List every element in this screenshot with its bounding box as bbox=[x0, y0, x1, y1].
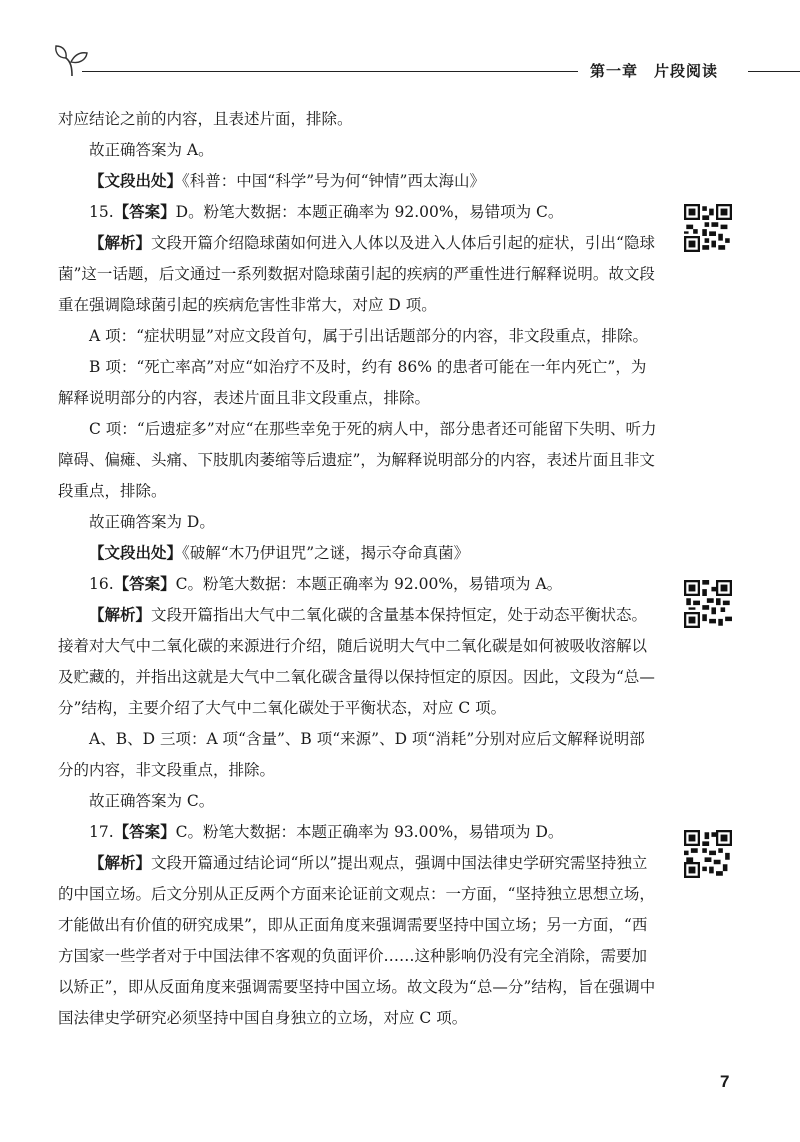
paragraph bbox=[58, 507, 658, 538]
paragraph-text: A 项：“症状明显”对应文段首句，属于引出话题部分的内容，非文段重点，排除。 bbox=[89, 327, 648, 345]
paragraph-text: 对应结论之前的内容，且表述片面，排除。 bbox=[58, 110, 353, 128]
paragraph-text: B 项：“死亡率高”对应“如治疗不及时，约有 86% 的患者可能在一年内死亡”，为解释说明部分的内容，表述片面且非文段重点，排除。 bbox=[58, 358, 647, 407]
section-tag: 【解析】 bbox=[89, 606, 152, 624]
paragraph bbox=[58, 352, 658, 414]
section-tag: 【解析】 bbox=[89, 234, 152, 252]
question-number: 17. bbox=[89, 823, 114, 841]
paragraph bbox=[58, 321, 658, 352]
paragraph-text: 故正确答案为 D。 bbox=[89, 513, 215, 531]
section-tag: 【文段出处】 bbox=[89, 172, 183, 190]
section-tag: 【答案】 bbox=[113, 823, 176, 841]
section-tag: 【答案】 bbox=[113, 203, 176, 221]
paragraph-text: C。粉笔大数据：本题正确率为 92.00%，易错项为 A。 bbox=[175, 575, 563, 593]
paragraph-text: 故正确答案为 A。 bbox=[89, 141, 214, 159]
paragraph-text: 《科普：中国“科学”号为何“钟情”西太海山》 bbox=[182, 172, 485, 190]
paragraph bbox=[58, 104, 658, 135]
paragraph bbox=[58, 166, 658, 197]
paragraph-text: C。粉笔大数据：本题正确率为 93.00%，易错项为 D。 bbox=[175, 823, 564, 841]
paragraph bbox=[58, 538, 658, 569]
paragraph-text: 文段开篇指出大气中二氧化碳的含量基本保持恒定，处于动态平衡状态。接着对大气中二氧化碳的来源进行介绍，随后说明大气中二氧化碳是如何被吸收溶解以及贮藏的，并指出这就是大气中二氧化碳含量得以保持恒定的原因。因此，文段为“总—分”结构，主要介绍了大气中二氧化碳处于平衡状态，对应 C 项。 bbox=[58, 606, 655, 717]
paragraph-text: 文段开篇介绍隐球菌如何进入人体以及进入人体后引起的症状，引出“隐球菌”这一话题，后文通过一系列数据对隐球菌引起的疾病的严重性进行解释说明。故文段重在强调隐球菌引起的疾病危害性非常大，对应 D 项。 bbox=[58, 234, 655, 314]
paragraph-text: C 项：“后遗症多”对应“在那些幸免于死的病人中，部分患者还可能留下失明、听力障碍、偏瘫、头痛、下肢肌肉萎缩等后遗症”，为解释说明部分的内容，表述片面且非文段重点，排除。 bbox=[58, 420, 657, 500]
question-number: 15. bbox=[89, 203, 114, 221]
paragraph bbox=[58, 197, 658, 228]
paragraph bbox=[58, 786, 658, 817]
sprout-logo-icon bbox=[52, 40, 92, 80]
section-tag: 【答案】 bbox=[113, 575, 176, 593]
paragraph-text: 《破解“木乃伊诅咒”之谜，揭示夺命真菌》 bbox=[182, 544, 470, 562]
section-tag: 【文段出处】 bbox=[89, 544, 183, 562]
paragraph bbox=[58, 414, 658, 507]
paragraph bbox=[58, 724, 658, 786]
qr-code-icon[interactable] bbox=[684, 580, 732, 628]
page-number: 7 bbox=[720, 1072, 730, 1091]
paragraph-text: 故正确答案为 C。 bbox=[89, 792, 215, 810]
header-rule-left bbox=[82, 71, 578, 72]
paragraph bbox=[58, 848, 658, 1034]
paragraph-text: A、B、D 三项：A 项“含量”、B 项“来源”、D 项“消耗”分别对应后文解释说明部分的内容，非文段重点，排除。 bbox=[58, 730, 645, 779]
paragraph bbox=[58, 569, 658, 600]
paragraph-text: 文段开篇通过结论词“所以”提出观点，强调中国法律史学研究需坚持独立的中国立场。后文分别从正反两个方面来论证前文观点：一方面，“坚持独立思想立场，才能做出有价值的研究成果”，即从正面角度来强调需要坚持中国立场；另一方面，“西方国家一些学者对于中国法律不客观的负面评价……这种影响仍没有完全消除，需要加以矫正”，即从反面角度来强调需要坚持中国立场。故文段为“总—分”结构，旨在强调中国法律史学研究必须坚持中国自身独立的立场，对应 C 项。 bbox=[58, 854, 656, 1027]
chapter-title: 第一章 片段阅读 bbox=[590, 62, 719, 80]
paragraph bbox=[58, 135, 658, 166]
qr-code-icon[interactable] bbox=[684, 204, 732, 252]
question-number: 16. bbox=[89, 575, 114, 593]
qr-code-icon[interactable] bbox=[684, 830, 732, 878]
paragraph bbox=[58, 228, 658, 321]
paragraph bbox=[58, 600, 658, 724]
document-body bbox=[58, 104, 658, 1034]
paragraph-text: D。粉笔大数据：本题正确率为 92.00%，易错项为 C。 bbox=[175, 203, 564, 221]
header-rule-right bbox=[748, 71, 800, 72]
section-tag: 【解析】 bbox=[89, 854, 152, 872]
paragraph bbox=[58, 817, 658, 848]
